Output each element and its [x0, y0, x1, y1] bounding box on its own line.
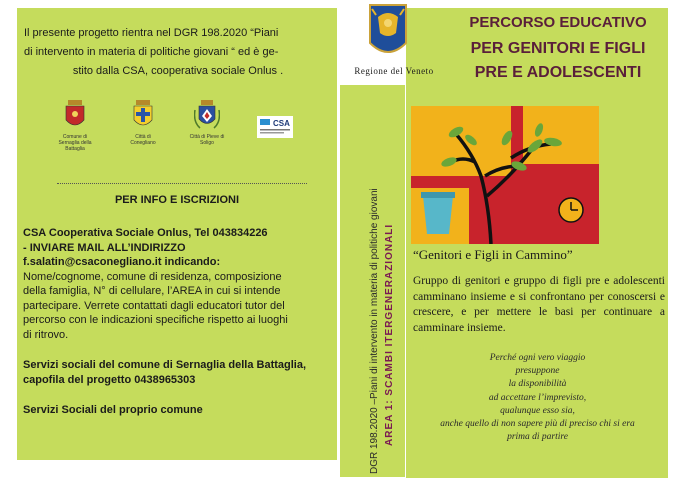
info-details-4: percorso con le indicazioni specifiche rispetto ai luoghi	[23, 314, 288, 326]
info-phone: CSA Cooperativa Sociale Onlus, Tel 043834226	[23, 227, 268, 239]
info-mail-instruction: - INVIARE MAIL ALL’INDIRIZZO	[23, 241, 186, 254]
intro-line-1: Il presente progetto rientra nel DGR 198.2020 “Piani	[24, 27, 279, 39]
intro-text	[24, 24, 332, 81]
pieve-caption: Città di Pieve di Soligo	[189, 134, 225, 146]
conegliano-caption: Città di Conegliano	[130, 134, 156, 146]
pieve-logo	[185, 100, 229, 146]
info-details-1: Nome/cognome, comune di residenza, composizione	[23, 270, 282, 283]
info-services-2: capofila del progetto 0438965303	[23, 373, 196, 386]
project-quote-title: “Genitori e Figli in Cammino”	[413, 247, 573, 262]
spacer	[23, 387, 335, 403]
poem-line: Perché ogni vero viaggio	[489, 353, 586, 363]
info-details-5: di ritrovo.	[23, 328, 69, 341]
sernaglia-caption: Comune di Sernaglia della Battaglia	[58, 134, 92, 152]
sernaglia-crest-icon	[64, 100, 86, 132]
poem-line: anche quello di non sapere più di preciso chi si era	[440, 419, 635, 430]
poem	[410, 352, 665, 444]
poem-line: ad accettare l’imprevisto,	[488, 392, 587, 403]
project-description: Gruppo di genitori e gruppo di figli pre e adolescenti camminano insieme e si confrontano per conoscersi e crescere, e per mettere le basi per continuare a camminare insieme.	[413, 275, 665, 334]
poem-line: presuppone	[515, 366, 560, 377]
info-details-3: partecipare. Verrete contattati dagli educatori tutor del	[23, 299, 285, 312]
info-email[interactable]: f.salatin@csaconegliano.it indicando:	[23, 256, 221, 268]
tree-illustration	[411, 106, 599, 244]
veneto-lion-crest-icon	[368, 3, 408, 61]
info-title: PER INFO E ISCRIZIONI	[114, 194, 240, 206]
area-vertical-text: AREA 1: SCAMBI ITERGENERAZIONALI	[384, 223, 395, 446]
poem-line: la disponibilità	[508, 379, 567, 390]
conegliano-crest-icon	[132, 100, 154, 132]
dotted-divider	[57, 183, 307, 184]
pieve-crest-icon	[194, 100, 220, 132]
title-line-2: PER GENITORI E FIGLI	[470, 40, 646, 57]
partner-logos	[55, 100, 315, 180]
regione-veneto-label: Regione del Veneto	[354, 66, 434, 76]
info-details-2: della famiglia, N° di cellulare, l’AREA in cui si intende	[23, 285, 281, 297]
conegliano-logo	[123, 100, 163, 146]
intro-line-2: di intervento in materia di politiche giovani “ ed è ge-	[24, 46, 279, 58]
info-services-1: Servizi sociali del comune di Sernaglia della Battaglia,	[23, 359, 307, 371]
sernaglia-logo	[55, 100, 95, 152]
poem-line: prima di partire	[507, 432, 568, 443]
spacer	[23, 342, 335, 358]
intro-line-3: stito dalla CSA, cooperativa sociale Onlus .	[72, 65, 284, 77]
info-services-own: Servizi Sociali del proprio comune	[23, 404, 203, 416]
dgr-vertical-text: DGR 198.2020 –Piani di intervento in materia di politiche giovani	[369, 188, 380, 474]
poem-line: qualunque esso sia,	[500, 405, 575, 416]
csa-logo-icon	[257, 116, 293, 138]
csa-logo	[255, 116, 295, 138]
title-line-3: PRE E ADOLESCENTI	[474, 64, 642, 81]
info-block	[23, 226, 335, 418]
title-line-1: PERCORSO EDUCATIVO	[469, 14, 647, 31]
csa-logo-text: CSA	[273, 119, 290, 128]
